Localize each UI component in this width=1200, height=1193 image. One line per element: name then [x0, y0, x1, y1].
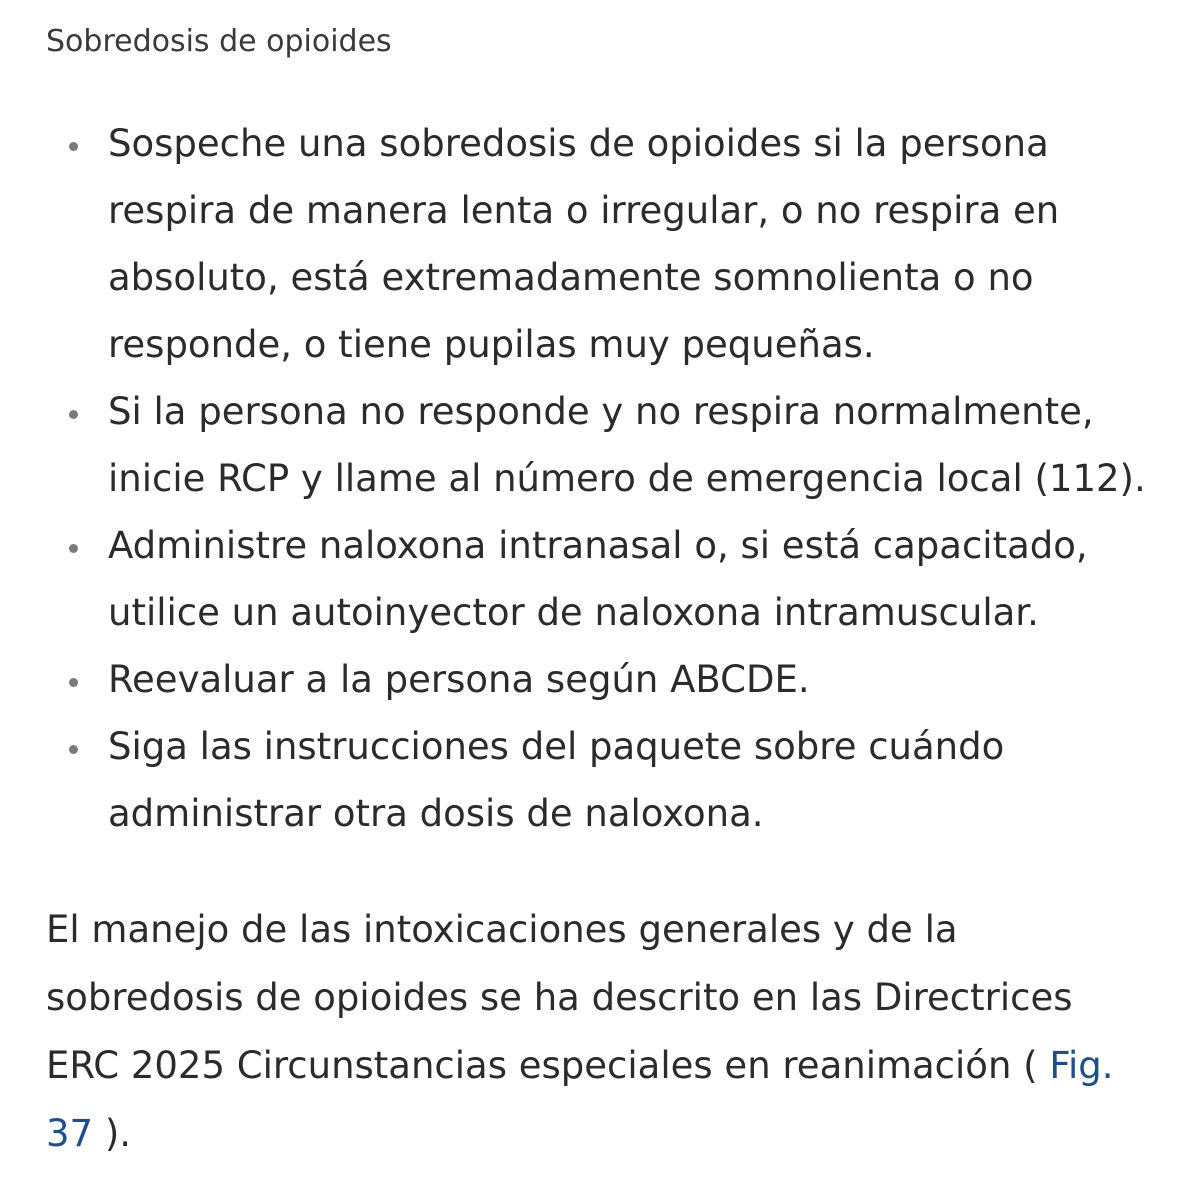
- body-paragraph: [46, 896, 1156, 1168]
- list-item: [0, 646, 1200, 713]
- list-item: [0, 512, 1200, 646]
- section-label: Sobredosis de opioides: [46, 24, 392, 59]
- bullet-list: [0, 110, 1200, 847]
- bullet-dot-icon: [69, 745, 78, 754]
- bullet-dot-icon: [69, 410, 78, 419]
- list-item: [0, 713, 1200, 847]
- list-item-text: Administre naloxona intranasal o, si está capacitado, utilice un autoinyector de naloxona intramuscular.: [108, 524, 1088, 634]
- figure-link[interactable]: Fig. 37: [46, 1044, 1114, 1155]
- list-item-text: Reevaluar a la persona según ABCDE.: [108, 658, 810, 701]
- paragraph-text: El manejo de las intoxicaciones generales y de la sobredosis de opioides se ha descrito en las Directrices ERC 2025 Circunstancias especiales en reanimación (: [46, 908, 1073, 1087]
- bullet-dot-icon: [69, 544, 78, 553]
- paragraph-closing: ).: [93, 1112, 132, 1155]
- list-item: [0, 110, 1200, 378]
- list-item-text: Sospeche una sobredosis de opioides si la persona respira de manera lenta o irregular, o no respira en absoluto, está extremadamente somnolienta o no responde, o tiene pupilas muy pequeñas.: [108, 122, 1060, 366]
- bullet-dot-icon: [69, 142, 78, 151]
- list-item: [0, 378, 1200, 512]
- bullet-dot-icon: [69, 678, 78, 687]
- list-item-text: Siga las instrucciones del paquete sobre cuándo administrar otra dosis de naloxona.: [108, 725, 1005, 835]
- list-item-text: Si la persona no responde y no respira normalmente, inicie RCP y llame al número de emergencia local (112).: [108, 390, 1146, 500]
